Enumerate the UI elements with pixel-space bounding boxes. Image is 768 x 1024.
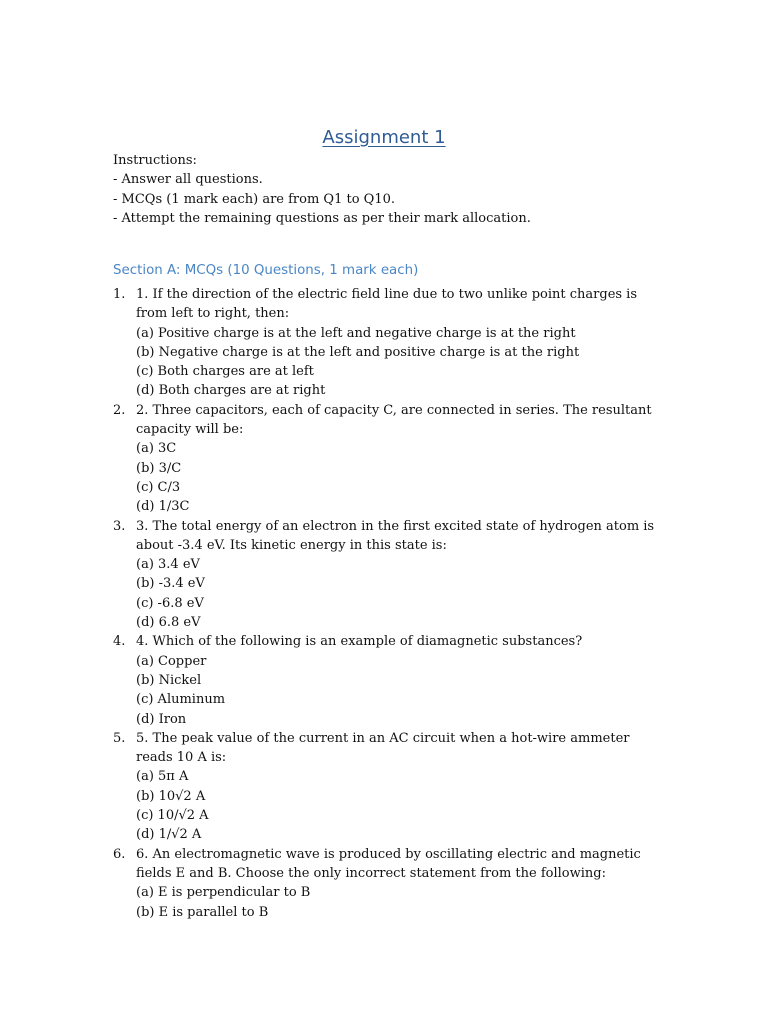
section-a-heading: Section A: MCQs (10 Questions, 1 mark each)	[113, 263, 419, 278]
answer-option: (d) 1/3C	[136, 499, 190, 515]
answer-option: (a) 3.4 eV	[136, 557, 200, 573]
question-item	[113, 517, 673, 633]
instruction-line: - Answer all questions.	[113, 172, 263, 188]
answer-option: (d) 1/√2 A	[136, 827, 202, 843]
answer-option: (c) C/3	[136, 479, 181, 495]
answer-option: (d) 6.8 eV	[136, 615, 201, 631]
instruction-line: - Attempt the remaining questions as per their mark allocation.	[113, 210, 531, 226]
question-text: 2. Three capacitors, each of capacity C, are connected in series. The resultant capacity will be:	[136, 402, 652, 438]
answer-option: (d) Iron	[136, 711, 187, 727]
page-title: Assignment 1	[322, 127, 446, 148]
answer-option: (b) 10√2 A	[136, 788, 206, 804]
question-text: 4. Which of the following is an example of diamagnetic substances?	[136, 634, 583, 650]
question-number: 1.	[113, 287, 126, 302]
answer-option: (c) -6.8 eV	[136, 595, 204, 611]
question-list	[113, 285, 673, 922]
question-text: 1. If the direction of the electric field line due to two unlike point charges is from left to right, then:	[136, 287, 638, 322]
question-item	[113, 845, 673, 922]
answer-option: (b) Negative charge is at the left and positive charge is at the right	[136, 344, 580, 360]
answer-option: (c) Both charges are at left	[136, 364, 314, 380]
answer-option: (a) E is perpendicular to B	[136, 885, 311, 901]
answer-option: (b) -3.4 eV	[136, 576, 205, 592]
question-item	[113, 285, 673, 401]
answer-option: (a) Copper	[136, 653, 207, 669]
answer-option: (b) 3/C	[136, 460, 182, 476]
answer-option: (a) Positive charge is at the left and negative charge is at the right	[136, 325, 576, 341]
question-text: 3. The total energy of an electron in the first excited state of hydrogen atom is about -3.4 eV. Its kinetic energy in this state is:	[136, 518, 655, 553]
question-number: 6.	[113, 846, 126, 862]
answer-option: (b) Nickel	[136, 672, 202, 688]
question-number: 5.	[113, 730, 126, 746]
answer-option: (c) Aluminum	[136, 692, 226, 708]
question-item	[113, 401, 673, 517]
question-item	[113, 729, 673, 845]
question-number: 3.	[113, 518, 126, 534]
instructions-block	[113, 151, 673, 228]
answer-option: (d) Both charges are at right	[136, 383, 326, 399]
answer-option: (a) 3C	[136, 441, 177, 457]
question-text: 6. An electromagnetic wave is produced by oscillating electric and magnetic fields E and B. Choose the only incorrect statement from the following:	[136, 846, 641, 881]
question-item	[113, 632, 673, 728]
question-text: 5. The peak value of the current in an AC circuit when a hot-wire ammeter reads 10 A is:	[136, 730, 630, 766]
answer-option: (b) E is parallel to B	[136, 904, 269, 920]
instruction-line: - MCQs (1 mark each) are from Q1 to Q10.	[113, 191, 396, 207]
question-number: 4.	[113, 634, 126, 650]
instructions-heading: Instructions:	[113, 153, 197, 168]
answer-option: (c) 10/√2 A	[136, 808, 209, 824]
answer-option: (a) 5π A	[136, 769, 189, 785]
question-number: 2.	[113, 402, 126, 418]
